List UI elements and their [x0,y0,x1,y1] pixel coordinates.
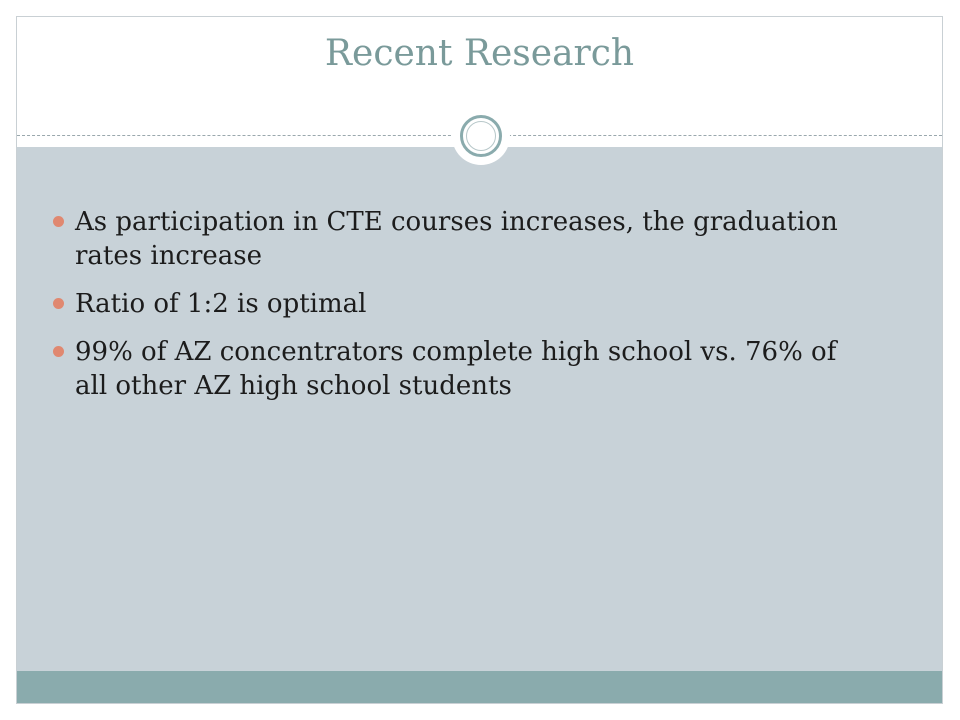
bullet-text: 99% of AZ concentrators complete high school vs. 76% of all other AZ high school students [75,337,837,401]
bullet-item [53,205,873,273]
content-area [17,147,942,671]
bullet-text: As participation in CTE courses increases, the graduation rates increase [75,207,838,271]
bullet-dot-icon [53,298,64,309]
bullet-text: Ratio of 1:2 is optimal [75,289,367,319]
circle-ring-icon [452,107,510,165]
bullet-item [53,335,873,403]
footer-band [17,671,942,704]
slide [16,16,943,704]
bullet-list [53,205,873,417]
bullet-dot-icon [53,346,64,357]
ring-inner [460,115,502,157]
bullet-dot-icon [53,216,64,227]
slide-title: Recent Research [324,33,635,74]
ring-inner-line [466,121,496,151]
bullet-item [53,287,873,321]
